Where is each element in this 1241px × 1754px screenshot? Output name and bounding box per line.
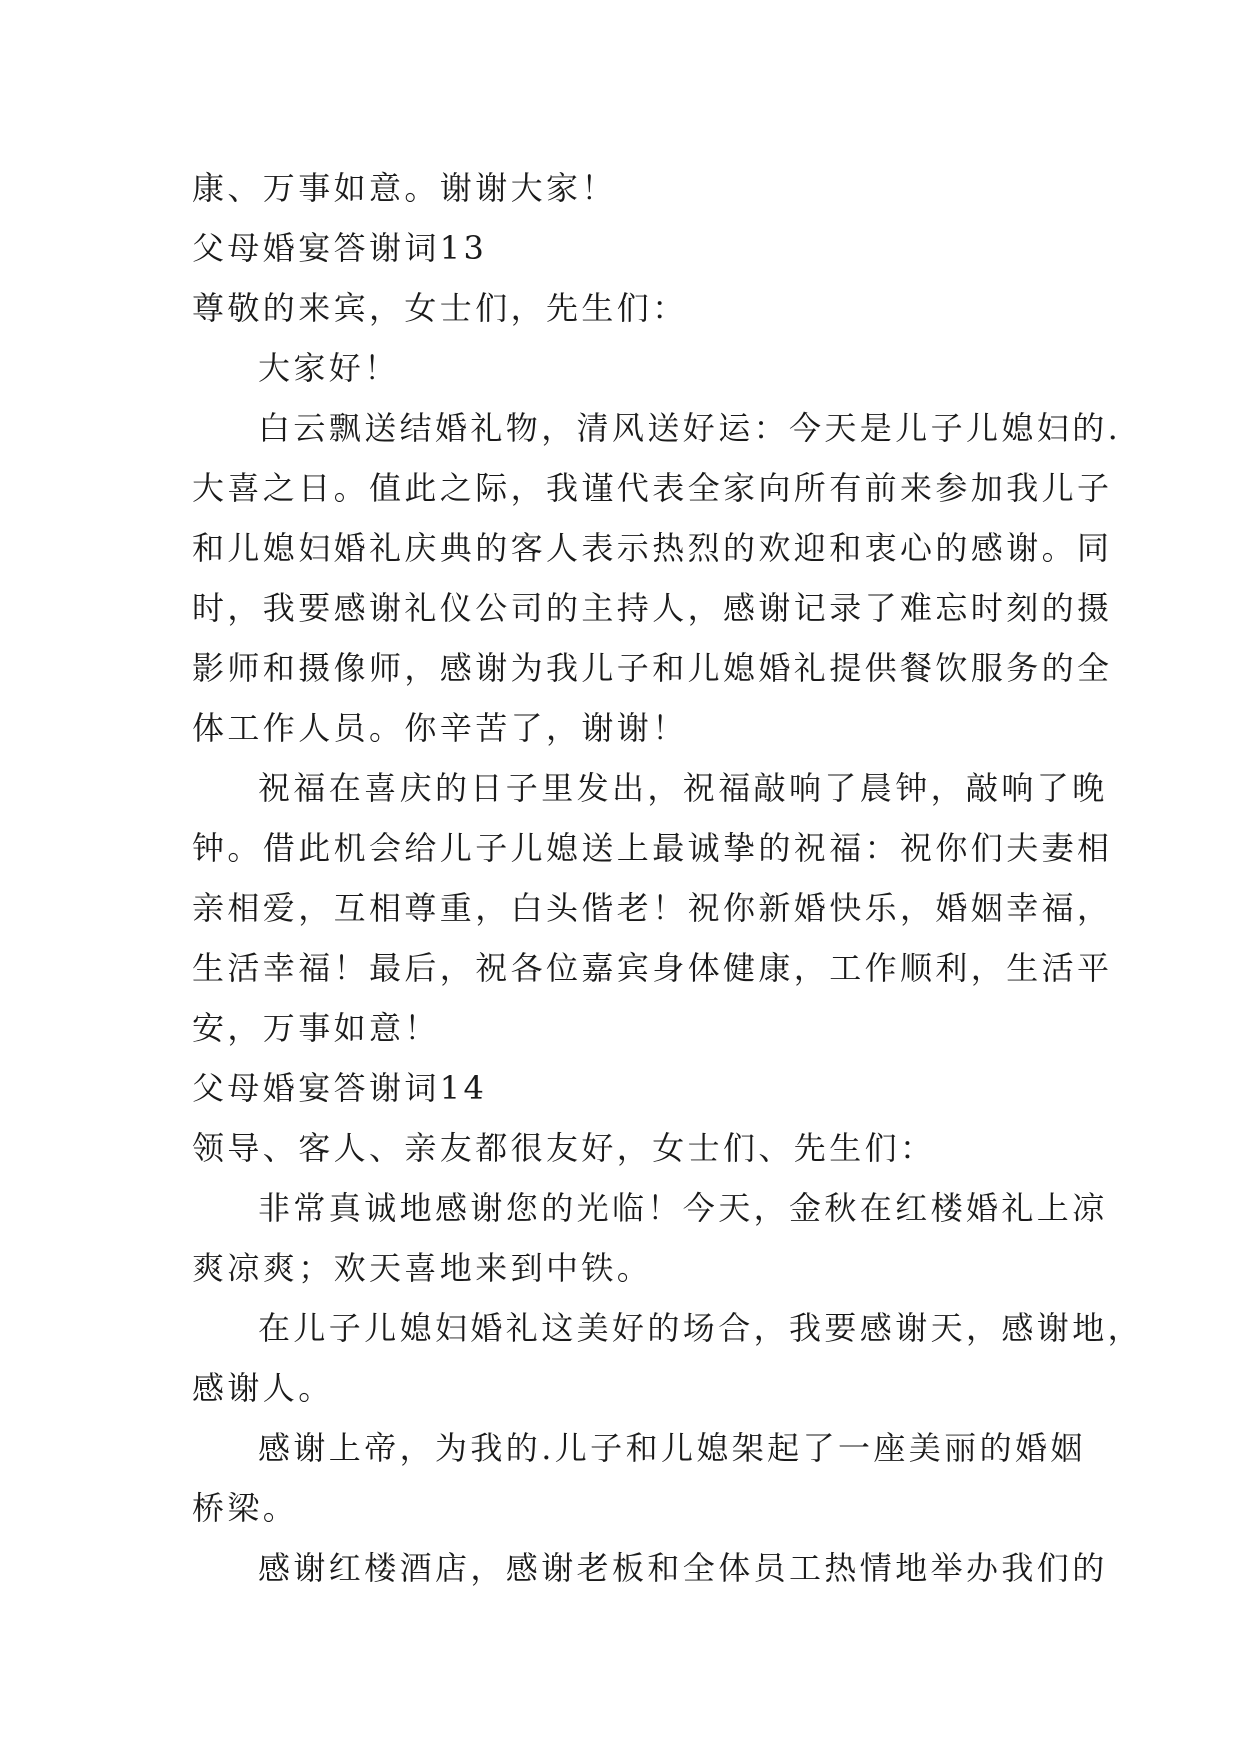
salutation: 尊敬的来宾，女士们，先生们：: [192, 289, 688, 327]
greeting: 大家好！: [258, 349, 400, 387]
paragraph-start: 祝福在喜庆的日子里发出，祝福敲响了晨钟，敲响了晚: [258, 769, 1108, 807]
text-line: 桥梁。: [192, 1489, 299, 1527]
paragraph-start: 非常真诚地感谢您的光临！今天，金秋在红楼婚礼上凉: [258, 1189, 1108, 1227]
text-line: 康、万事如意。谢谢大家！: [192, 169, 617, 207]
text-line: 亲相爱，互相尊重，白头偕老！祝你新婚快乐，婚姻幸福，: [192, 889, 1113, 927]
paragraph-start: 感谢红楼酒店，感谢老板和全体员工热情地举办我们的: [258, 1549, 1108, 1587]
section-heading-14: 父母婚宴答谢词14: [192, 1069, 488, 1107]
text-line: 生活幸福！最后，祝各位嘉宾身体健康，工作顺利，生活平: [192, 949, 1113, 987]
text-line: 安，万事如意！: [192, 1009, 440, 1047]
salutation: 领导、客人、亲友都很友好，女士们、先生们：: [192, 1129, 936, 1167]
paragraph-start: 在儿子儿媳妇婚礼这美好的场合，我要感谢天，感谢地，: [258, 1309, 1144, 1347]
text-line: 影师和摄像师，感谢为我儿子和儿媳婚礼提供餐饮服务的全: [192, 649, 1113, 687]
text-line: 感谢人。: [192, 1369, 334, 1407]
text-line: 爽凉爽；欢天喜地来到中铁。: [192, 1249, 653, 1287]
text-line: 钟。借此机会给儿子儿媳送上最诚挚的祝福：祝你们夫妻相: [192, 829, 1113, 867]
text-line: 大喜之日。值此之际，我谨代表全家向所有前来参加我儿子: [192, 469, 1113, 507]
section-heading-13: 父母婚宴答谢词13: [192, 229, 488, 267]
document-body: [192, 158, 1144, 1598]
paragraph-start: 白云飘送结婚礼物，清风送好运：今天是儿子儿媳妇的.: [258, 409, 1122, 447]
text-line: 体工作人员。你辛苦了，谢谢！: [192, 709, 688, 747]
text-line: 时，我要感谢礼仪公司的主持人，感谢记录了难忘时刻的摄: [192, 589, 1113, 627]
paragraph-start: 感谢上帝，为我的.儿子和儿媳架起了一座美丽的婚姻: [258, 1429, 1086, 1467]
text-line: 和儿媳妇婚礼庆典的客人表示热烈的欢迎和衷心的感谢。同: [192, 529, 1113, 567]
